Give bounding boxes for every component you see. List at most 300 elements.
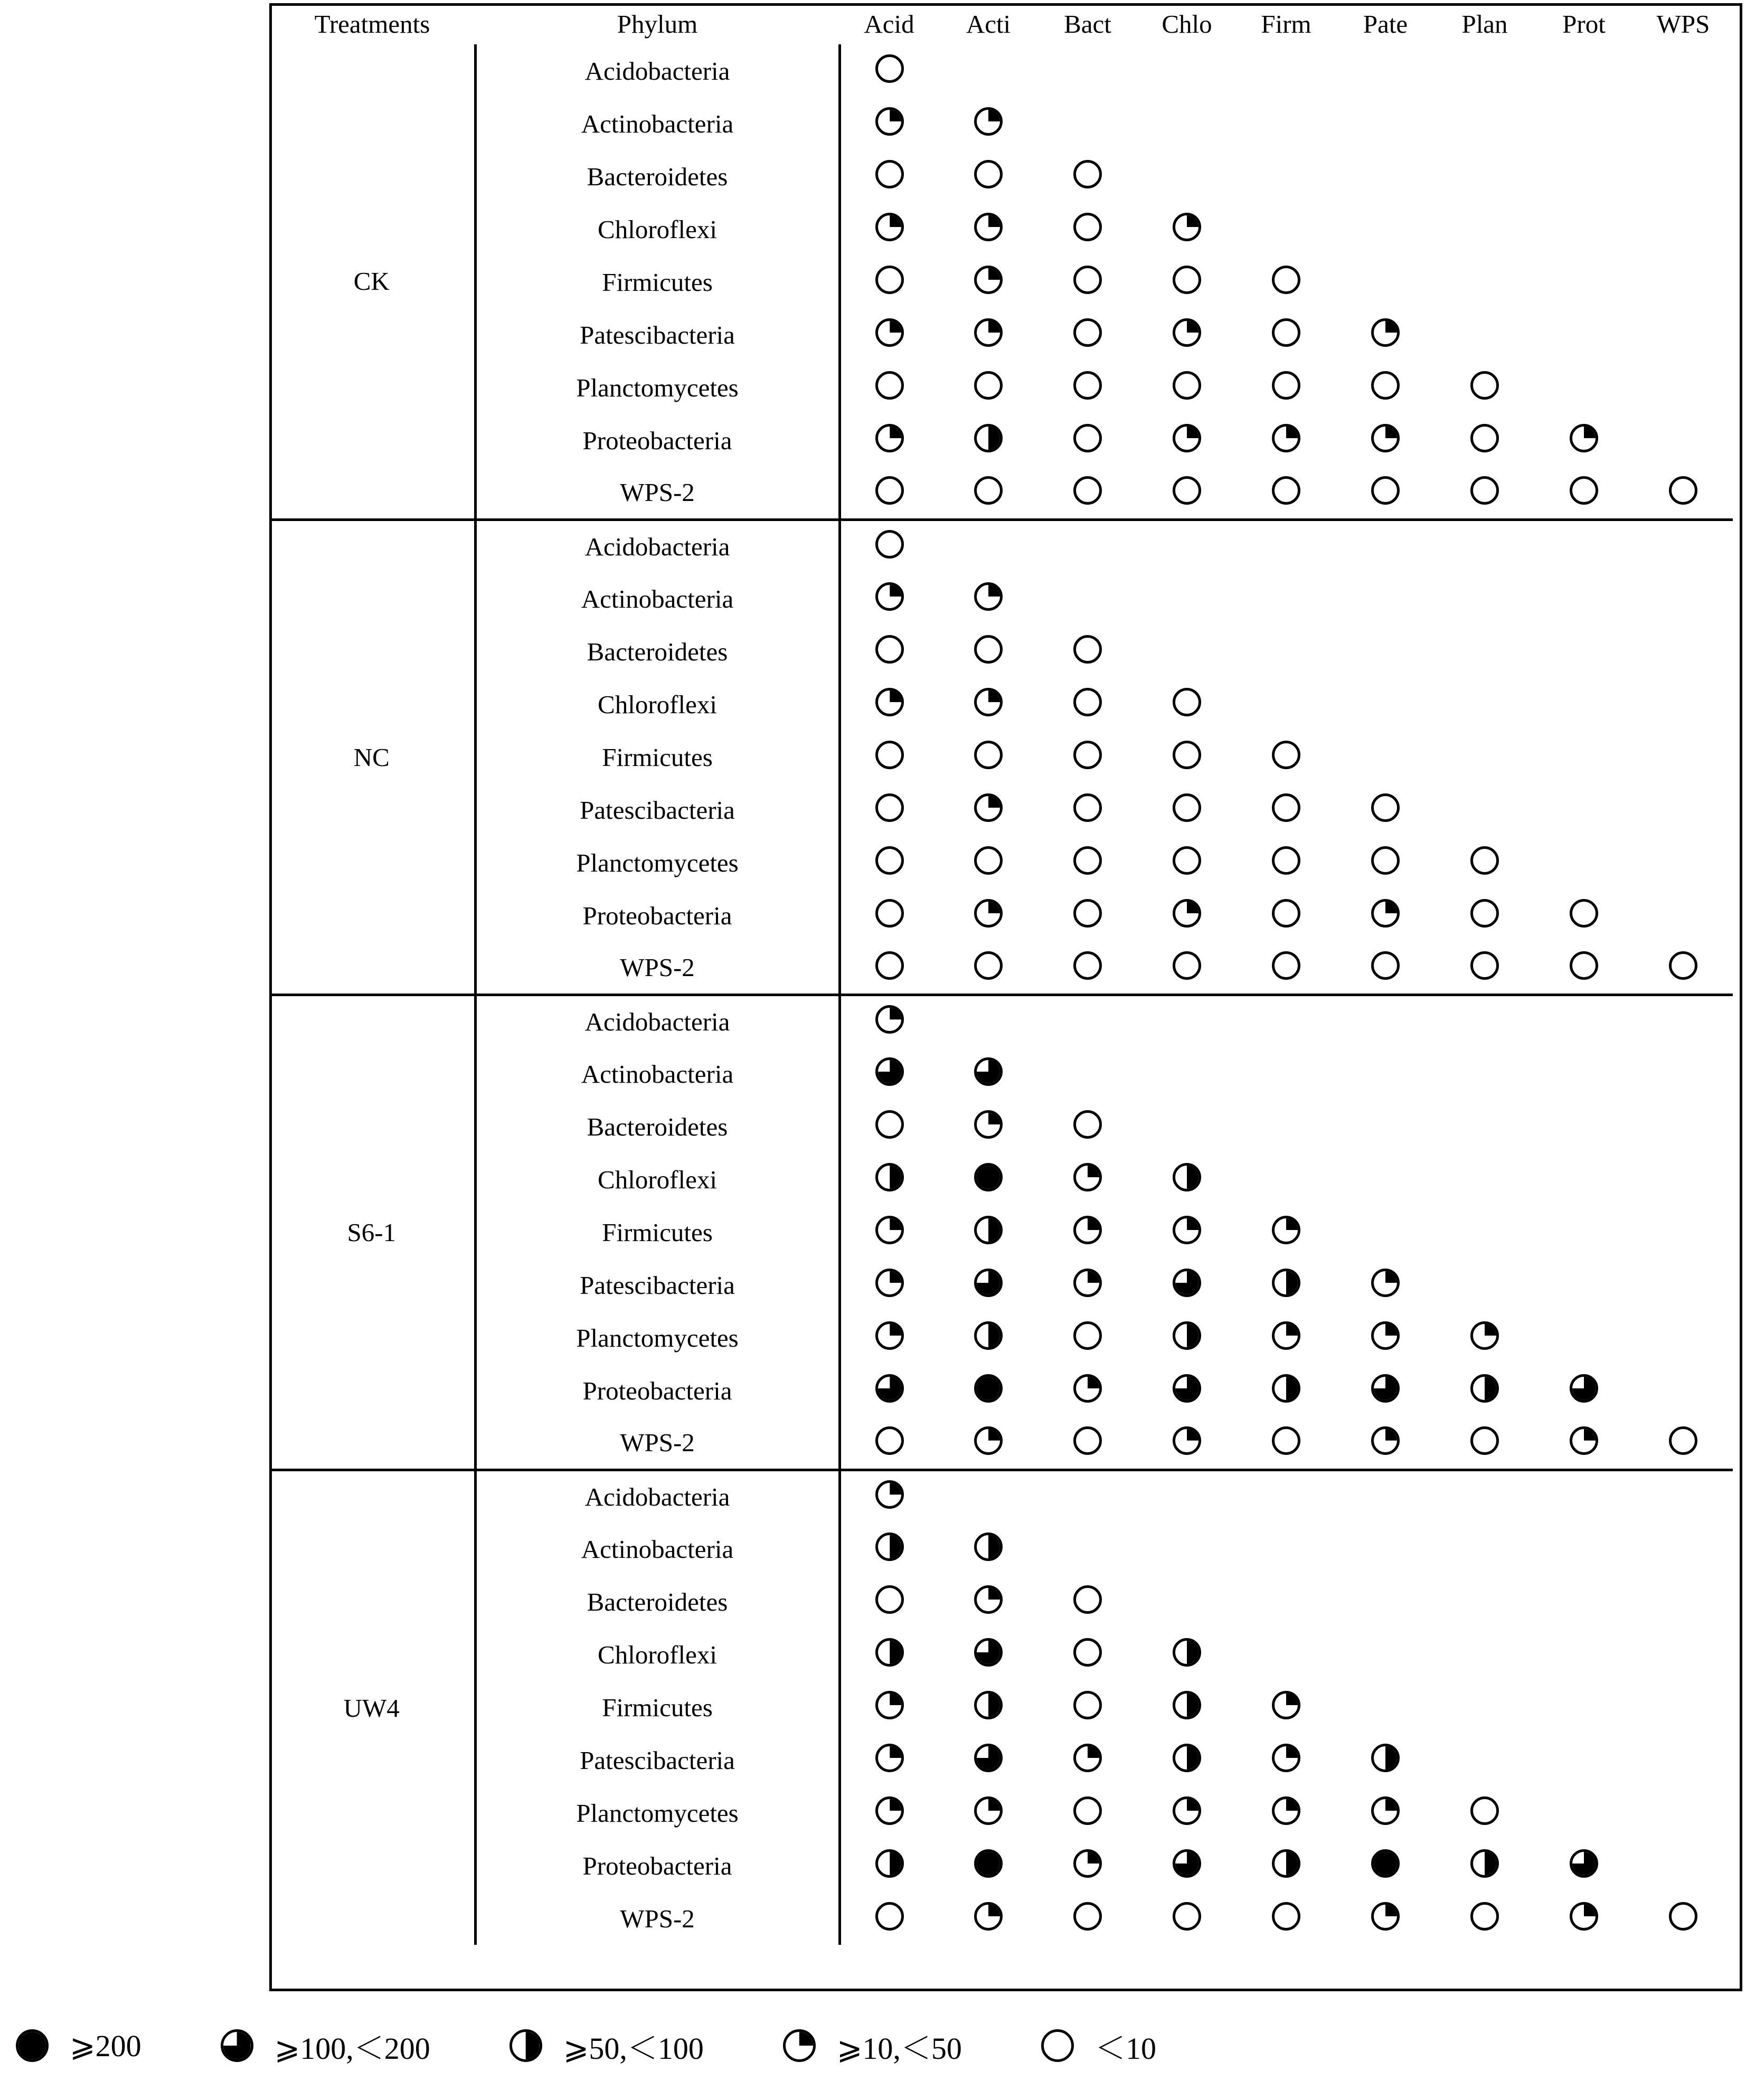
matrix-cell — [1237, 1153, 1336, 1206]
matrix-cell — [1534, 1681, 1634, 1734]
pie-glyph — [875, 741, 904, 769]
pie-glyph — [875, 1426, 904, 1455]
pie-glyph — [974, 635, 1003, 664]
matrix-cell — [1137, 1206, 1237, 1259]
matrix-cell — [839, 361, 939, 414]
row-phylum-label: Actinobacteria — [475, 572, 839, 625]
matrix-cell — [939, 308, 1038, 361]
pie-glyph — [1073, 741, 1102, 769]
table-body — [269, 44, 1733, 1945]
matrix-cell — [939, 467, 1038, 519]
legend-label-lt10: ＜10 — [1094, 2031, 1156, 2066]
matrix-cell — [1634, 783, 1733, 836]
matrix-cell — [1634, 519, 1733, 572]
matrix-cell — [1038, 889, 1137, 942]
matrix-cell — [839, 731, 939, 783]
table-row — [269, 519, 1733, 572]
matrix-cell — [1435, 1628, 1534, 1681]
row-phylum-label: Proteobacteria — [475, 1364, 839, 1417]
matrix-cell — [1237, 1575, 1336, 1628]
table-row — [269, 1100, 1733, 1153]
row-phylum-label: Actinobacteria — [475, 1522, 839, 1575]
row-phylum-label: Planctomycetes — [475, 1311, 839, 1364]
row-phylum-label: WPS-2 — [475, 467, 839, 519]
matrix-cell — [1336, 836, 1435, 889]
matrix-cell — [939, 1259, 1038, 1311]
matrix-cell — [1336, 783, 1435, 836]
matrix-cell — [1435, 150, 1534, 203]
pie-glyph — [1272, 741, 1300, 769]
matrix-cell — [1634, 1681, 1733, 1734]
pie-glyph — [1570, 1902, 1598, 1931]
row-phylum-label: Bacteroidetes — [475, 150, 839, 203]
matrix-cell — [1137, 1681, 1237, 1734]
pie-glyph — [1272, 951, 1300, 980]
matrix-cell — [1237, 1311, 1336, 1364]
pie-glyph — [974, 1796, 1003, 1825]
pie-glyph — [1669, 476, 1697, 505]
pie-glyph — [1073, 951, 1102, 980]
pie-glyph — [1173, 1426, 1201, 1455]
pie-glyph — [1272, 899, 1300, 928]
table-row — [269, 1522, 1733, 1575]
row-phylum-label: Acidobacteria — [475, 995, 839, 1047]
matrix-cell — [939, 44, 1038, 97]
pie-glyph — [1272, 846, 1300, 875]
matrix-cell — [1336, 1153, 1435, 1206]
matrix-cell — [839, 467, 939, 519]
matrix-cell — [1038, 256, 1137, 308]
matrix-cell — [1534, 1100, 1634, 1153]
matrix-cell — [839, 1259, 939, 1311]
pie-glyph — [1173, 318, 1201, 347]
matrix-cell — [839, 1364, 939, 1417]
matrix-cell — [839, 995, 939, 1047]
pie-glyph — [875, 688, 904, 716]
matrix-cell — [1137, 1786, 1237, 1839]
pie-glyph — [1272, 476, 1300, 505]
matrix-cell — [1435, 1575, 1534, 1628]
pie-glyph — [1073, 424, 1102, 452]
matrix-cell — [1237, 308, 1336, 361]
matrix-cell — [1634, 97, 1733, 150]
matrix-cell — [1038, 1734, 1137, 1786]
pie-glyph — [974, 741, 1003, 769]
matrix-cell — [1336, 308, 1435, 361]
pie-glyph — [1371, 1849, 1400, 1878]
pie-glyph — [1073, 688, 1102, 716]
pie-glyph — [1371, 1321, 1400, 1350]
matrix-cell — [939, 1892, 1038, 1945]
matrix-cell — [1137, 256, 1237, 308]
pie-glyph — [1173, 213, 1201, 241]
pie-glyph — [1073, 846, 1102, 875]
pie-glyph — [1173, 951, 1201, 980]
pie-glyph — [1570, 951, 1598, 980]
table-row — [269, 1734, 1733, 1786]
pie-glyph — [1073, 160, 1102, 188]
pie-glyph — [875, 1321, 904, 1350]
matrix-cell — [1336, 942, 1435, 995]
matrix-cell — [939, 942, 1038, 995]
matrix-cell — [1534, 1311, 1634, 1364]
matrix-cell — [1137, 731, 1237, 783]
matrix-cell — [1634, 1259, 1733, 1311]
matrix-cell — [1435, 519, 1534, 572]
matrix-cell — [1137, 1628, 1237, 1681]
matrix-cell — [939, 414, 1038, 467]
pie-glyph — [875, 951, 904, 980]
matrix-cell — [1435, 1417, 1534, 1470]
matrix-cell — [839, 783, 939, 836]
matrix-cell — [1038, 942, 1137, 995]
pie-glyph — [974, 213, 1003, 241]
matrix-cell — [1237, 44, 1336, 97]
matrix-cell — [1237, 1681, 1336, 1734]
matrix-cell — [1237, 256, 1336, 308]
matrix-cell — [1435, 256, 1534, 308]
matrix-cell — [1634, 995, 1733, 1047]
matrix-cell — [1435, 731, 1534, 783]
matrix-cell — [1038, 467, 1137, 519]
matrix-cell — [939, 1839, 1038, 1892]
pie-glyph — [1073, 1321, 1102, 1350]
matrix-cell — [939, 889, 1038, 942]
matrix-cell — [1435, 1364, 1534, 1417]
matrix-cell — [1237, 150, 1336, 203]
row-phylum-label: Bacteroidetes — [475, 1100, 839, 1153]
matrix-cell — [1634, 1311, 1733, 1364]
legend-label-ge50-lt100: ⩾50,＜100 — [563, 2031, 704, 2066]
row-phylum-label: Bacteroidetes — [475, 625, 839, 678]
matrix-cell — [1137, 1259, 1237, 1311]
matrix-cell — [939, 836, 1038, 889]
pie-glyph — [875, 1638, 904, 1667]
matrix-cell — [1435, 1100, 1534, 1153]
matrix-cell — [839, 1734, 939, 1786]
table-row — [269, 1786, 1733, 1839]
pie-glyph — [1470, 1321, 1499, 1350]
table-row — [269, 1681, 1733, 1734]
pie-glyph — [1272, 1321, 1300, 1350]
pie-glyph — [1371, 1744, 1400, 1772]
matrix-cell — [1634, 1628, 1733, 1681]
pie-glyph — [974, 424, 1003, 452]
matrix-cell — [1038, 1470, 1137, 1522]
matrix-cell — [1634, 44, 1733, 97]
matrix-cell — [1038, 414, 1137, 467]
matrix-cell — [1336, 1364, 1435, 1417]
matrix-cell — [1435, 1311, 1534, 1364]
matrix-cell — [1534, 256, 1634, 308]
legend-label-ge10-lt50: ⩾10,＜50 — [836, 2031, 962, 2066]
matrix-cell — [1237, 1259, 1336, 1311]
pie-glyph — [1570, 476, 1598, 505]
pie-glyph — [1272, 793, 1300, 822]
matrix-cell — [1137, 1839, 1237, 1892]
pie-glyph — [1272, 1902, 1300, 1931]
pie-glyph — [974, 160, 1003, 188]
matrix-cell — [1137, 97, 1237, 150]
table-row — [269, 942, 1733, 995]
pie-glyph — [974, 1638, 1003, 1667]
pie-glyph — [1570, 899, 1598, 928]
pie-glyph — [1173, 1744, 1201, 1772]
pie-glyph — [974, 1321, 1003, 1350]
matrix-cell — [839, 1681, 939, 1734]
matrix-cell — [1336, 995, 1435, 1047]
row-phylum-label: Acidobacteria — [475, 44, 839, 97]
pie-glyph — [1073, 1163, 1102, 1191]
pie-glyph — [875, 424, 904, 452]
pie-glyph — [1173, 1163, 1201, 1191]
table-row — [269, 836, 1733, 889]
table-row — [269, 731, 1733, 783]
matrix-cell — [939, 1470, 1038, 1522]
matrix-cell — [1137, 203, 1237, 256]
row-phylum-label: Planctomycetes — [475, 1786, 839, 1839]
matrix-cell — [939, 97, 1038, 150]
matrix-cell — [939, 519, 1038, 572]
pie-glyph — [1173, 793, 1201, 822]
matrix-cell — [1038, 625, 1137, 678]
matrix-cell — [1137, 1100, 1237, 1153]
pie-glyph — [875, 899, 904, 928]
pie-glyph — [1173, 476, 1201, 505]
matrix-cell — [1435, 889, 1534, 942]
matrix-cell — [939, 1734, 1038, 1786]
matrix-cell — [1336, 889, 1435, 942]
pie-glyph — [875, 107, 904, 136]
matrix-cell — [1038, 1839, 1137, 1892]
matrix-cell — [1634, 1522, 1733, 1575]
pie-glyph — [1173, 1216, 1201, 1244]
matrix-cell — [1435, 97, 1534, 150]
matrix-cell — [1534, 995, 1634, 1047]
matrix-cell — [1237, 678, 1336, 731]
matrix-cell — [1435, 1734, 1534, 1786]
matrix-cell — [939, 1100, 1038, 1153]
table-row — [269, 97, 1733, 150]
table-row — [269, 1206, 1733, 1259]
matrix-cell — [1634, 1786, 1733, 1839]
table-row — [269, 308, 1733, 361]
pie-glyph — [974, 846, 1003, 875]
matrix-cell — [1137, 889, 1237, 942]
pie-glyph — [974, 899, 1003, 928]
matrix-cell — [1435, 1259, 1534, 1311]
matrix-cell — [1534, 1892, 1634, 1945]
matrix-cell — [1336, 44, 1435, 97]
row-phylum-label: Chloroflexi — [475, 1628, 839, 1681]
matrix-cell — [1634, 1839, 1733, 1892]
pie-glyph — [1173, 1321, 1201, 1350]
matrix-cell — [1137, 1153, 1237, 1206]
matrix-cell — [839, 1047, 939, 1100]
matrix-cell — [839, 1892, 939, 1945]
matrix-cell — [839, 1470, 939, 1522]
matrix-cell — [1336, 1734, 1435, 1786]
pie-glyph — [974, 371, 1003, 400]
matrix-cell — [1634, 1047, 1733, 1100]
matrix-cell — [1634, 1892, 1733, 1945]
matrix-cell — [1634, 1734, 1733, 1786]
pie-glyph — [875, 846, 904, 875]
matrix-cell — [1038, 678, 1137, 731]
row-phylum-label: Actinobacteria — [475, 1047, 839, 1100]
matrix-cell — [1137, 783, 1237, 836]
matrix-cell — [1336, 203, 1435, 256]
matrix-cell — [939, 256, 1038, 308]
row-phylum-label: Firmicutes — [475, 1681, 839, 1734]
row-phylum-label: Chloroflexi — [475, 678, 839, 731]
matrix-cell — [1038, 1100, 1137, 1153]
matrix-cell — [1237, 1100, 1336, 1153]
pie-glyph — [1371, 318, 1400, 347]
matrix-cell — [1534, 467, 1634, 519]
pie-glyph — [1570, 424, 1598, 452]
pie-glyph — [1073, 1744, 1102, 1772]
matrix-cell — [1137, 1311, 1237, 1364]
pie-glyph — [974, 1057, 1003, 1086]
table-row — [269, 361, 1733, 414]
pie-glyph — [974, 1744, 1003, 1772]
matrix-cell — [1137, 572, 1237, 625]
pie-glyph — [1173, 266, 1201, 294]
pie-glyph — [1470, 371, 1499, 400]
header-col-acti: Acti — [966, 9, 1011, 39]
pie-glyph — [1570, 1374, 1598, 1403]
matrix-cell — [1237, 1047, 1336, 1100]
table-row — [269, 678, 1733, 731]
pie-glyph — [1073, 899, 1102, 928]
matrix-cell — [1336, 1522, 1435, 1575]
pie-glyph — [1073, 266, 1102, 294]
matrix-cell — [1038, 519, 1137, 572]
pie-glyph — [974, 107, 1003, 136]
matrix-cell — [839, 836, 939, 889]
matrix-cell — [1237, 731, 1336, 783]
matrix-cell — [839, 1628, 939, 1681]
pie-glyph — [875, 635, 904, 664]
matrix-cell — [1137, 942, 1237, 995]
legend-label-ge100-lt200: ⩾100,＜200 — [274, 2031, 430, 2066]
matrix-cell — [839, 256, 939, 308]
pie-glyph — [1073, 1638, 1102, 1667]
table-row — [269, 150, 1733, 203]
matrix-cell — [1237, 361, 1336, 414]
row-phylum-label: Actinobacteria — [475, 97, 839, 150]
matrix-cell — [1038, 97, 1137, 150]
pie-glyph — [875, 1480, 904, 1509]
matrix-cell — [839, 203, 939, 256]
matrix-cell — [1534, 203, 1634, 256]
header-col-bact: Bact — [1064, 9, 1111, 39]
table-row — [269, 995, 1733, 1047]
matrix-cell — [939, 150, 1038, 203]
table-row — [269, 1892, 1733, 1945]
matrix-cell — [1237, 625, 1336, 678]
table-row — [269, 1259, 1733, 1311]
matrix-cell — [1435, 942, 1534, 995]
matrix-cell — [1534, 414, 1634, 467]
pie-glyph — [1470, 951, 1499, 980]
phylum-cooccurrence-table — [269, 3, 1733, 1945]
table-row — [269, 1047, 1733, 1100]
matrix-cell — [1534, 361, 1634, 414]
pie-glyph — [1073, 371, 1102, 400]
matrix-cell — [1634, 1575, 1733, 1628]
row-phylum-label: Proteobacteria — [475, 1839, 839, 1892]
pie-glyph — [974, 1849, 1003, 1878]
pie-glyph — [1173, 371, 1201, 400]
pie-glyph — [875, 1216, 904, 1244]
matrix-cell — [1038, 783, 1137, 836]
pie-glyph — [1371, 1269, 1400, 1297]
matrix-cell — [1634, 361, 1733, 414]
matrix-cell — [939, 1575, 1038, 1628]
matrix-cell — [839, 308, 939, 361]
matrix-cell — [1237, 467, 1336, 519]
matrix-cell — [1237, 1206, 1336, 1259]
matrix-cell — [1336, 1311, 1435, 1364]
matrix-cell — [1435, 1047, 1534, 1100]
matrix-cell — [1534, 1734, 1634, 1786]
matrix-cell — [839, 572, 939, 625]
matrix-cell — [1435, 1470, 1534, 1522]
pie-glyph — [875, 1269, 904, 1297]
matrix-cell — [1137, 467, 1237, 519]
pie-glyph — [1073, 1216, 1102, 1244]
matrix-cell — [1534, 1839, 1634, 1892]
matrix-cell — [839, 625, 939, 678]
pie-glyph — [1073, 476, 1102, 505]
matrix-cell — [839, 414, 939, 467]
matrix-cell — [1038, 1628, 1137, 1681]
matrix-cell — [939, 1153, 1038, 1206]
matrix-cell — [1237, 572, 1336, 625]
table-row — [269, 625, 1733, 678]
pie-glyph — [1073, 1269, 1102, 1297]
matrix-cell — [1038, 1522, 1137, 1575]
matrix-cell — [939, 361, 1038, 414]
pie-glyph — [974, 266, 1003, 294]
matrix-cell — [1435, 572, 1534, 625]
matrix-cell — [839, 1417, 939, 1470]
matrix-cell — [1038, 1047, 1137, 1100]
pie-glyph — [875, 793, 904, 822]
matrix-cell — [1336, 1628, 1435, 1681]
table-row — [269, 44, 1733, 97]
table-row — [269, 1839, 1733, 1892]
pie-glyph — [875, 1585, 904, 1614]
pie-glyph — [974, 1269, 1003, 1297]
row-phylum-label: Planctomycetes — [475, 836, 839, 889]
pie-glyph — [1272, 1269, 1300, 1297]
matrix-cell — [1634, 889, 1733, 942]
pie-glyph — [1470, 899, 1499, 928]
row-phylum-label: Patescibacteria — [475, 783, 839, 836]
pie-glyph — [875, 1902, 904, 1931]
legend-item-ge10-lt50 — [783, 2023, 962, 2068]
pie-glyph — [1073, 1849, 1102, 1878]
matrix-cell — [1336, 1681, 1435, 1734]
pie-glyph — [1470, 1849, 1499, 1878]
pie-glyph — [1073, 1110, 1102, 1139]
matrix-cell — [1435, 1681, 1534, 1734]
pie-glyph — [1669, 1426, 1697, 1455]
row-phylum-label: Firmicutes — [475, 731, 839, 783]
